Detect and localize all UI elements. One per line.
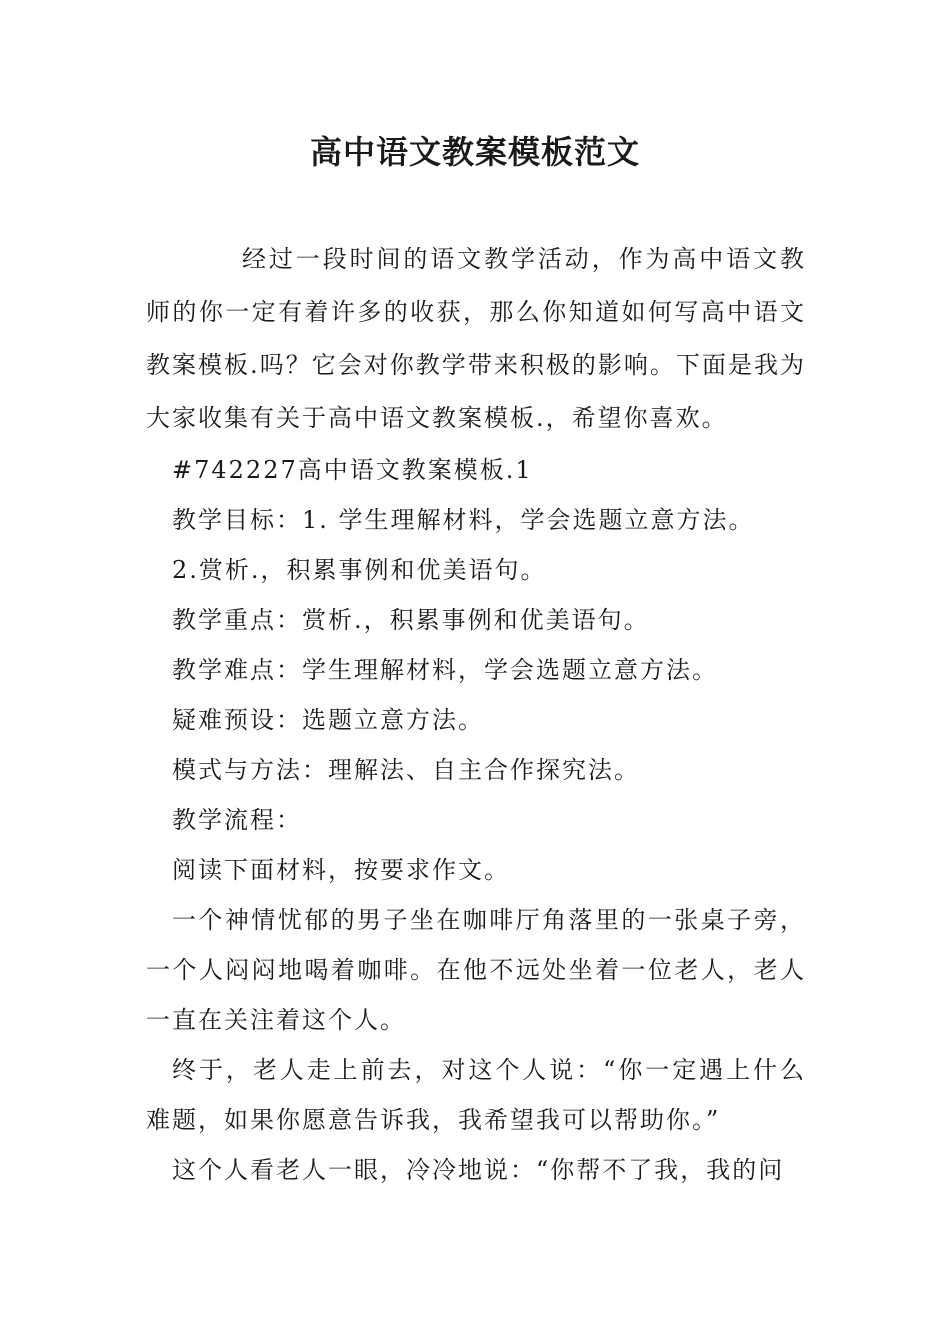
teaching-focus: 教学重点：赏析.，积累事例和优美语句。 xyxy=(172,606,650,634)
story-paragraph-1: 一个神情忧郁的男子坐在咖啡厅角落里的一张桌子旁，一个人闷闷地喝着咖啡。在他不远处坐着一位老人，老人一直在关注着这个人。 xyxy=(146,906,806,1034)
story-paragraph-3: 这个人看老人一眼，冷冷地说：“你帮不了我，我的问 xyxy=(172,1156,785,1184)
teaching-difficulty: 教学难点：学生理解材料，学会选题立意方法。 xyxy=(172,656,718,684)
document-body xyxy=(146,233,806,1195)
mode-and-method: 模式与方法：理解法、自主合作探究法。 xyxy=(172,756,640,784)
intro-paragraph: 经过一段时间的语文教学活动，作为高中语文教师的你一定有着许多的收获，那么你知道如何写高中语文教案模板.吗？它会对你教学带来积极的影响。下面是我为大家收集有关于高中语文教案模板.，希望你喜欢。 xyxy=(146,245,806,432)
section-heading: #742227高中语文教案模板.1 xyxy=(172,456,533,484)
difficulty-presumption: 疑难预设：选题立意方法。 xyxy=(172,706,484,734)
teaching-objective-2: 2.赏析.，积累事例和优美语句。 xyxy=(172,556,547,584)
story-paragraph-2: 终于，老人走上前去，对这个人说：“你一定遇上什么难题，如果你愿意告诉我，我希望我可以帮助你。” xyxy=(146,1056,806,1134)
teaching-objective: 教学目标：1. 学生理解材料，学会选题立意方法。 xyxy=(172,506,755,534)
document-title: 高中语文教案模板范文 xyxy=(309,133,640,171)
teaching-process: 教学流程： xyxy=(172,806,302,834)
reading-instruction: 阅读下面材料，按要求作文。 xyxy=(172,856,510,884)
